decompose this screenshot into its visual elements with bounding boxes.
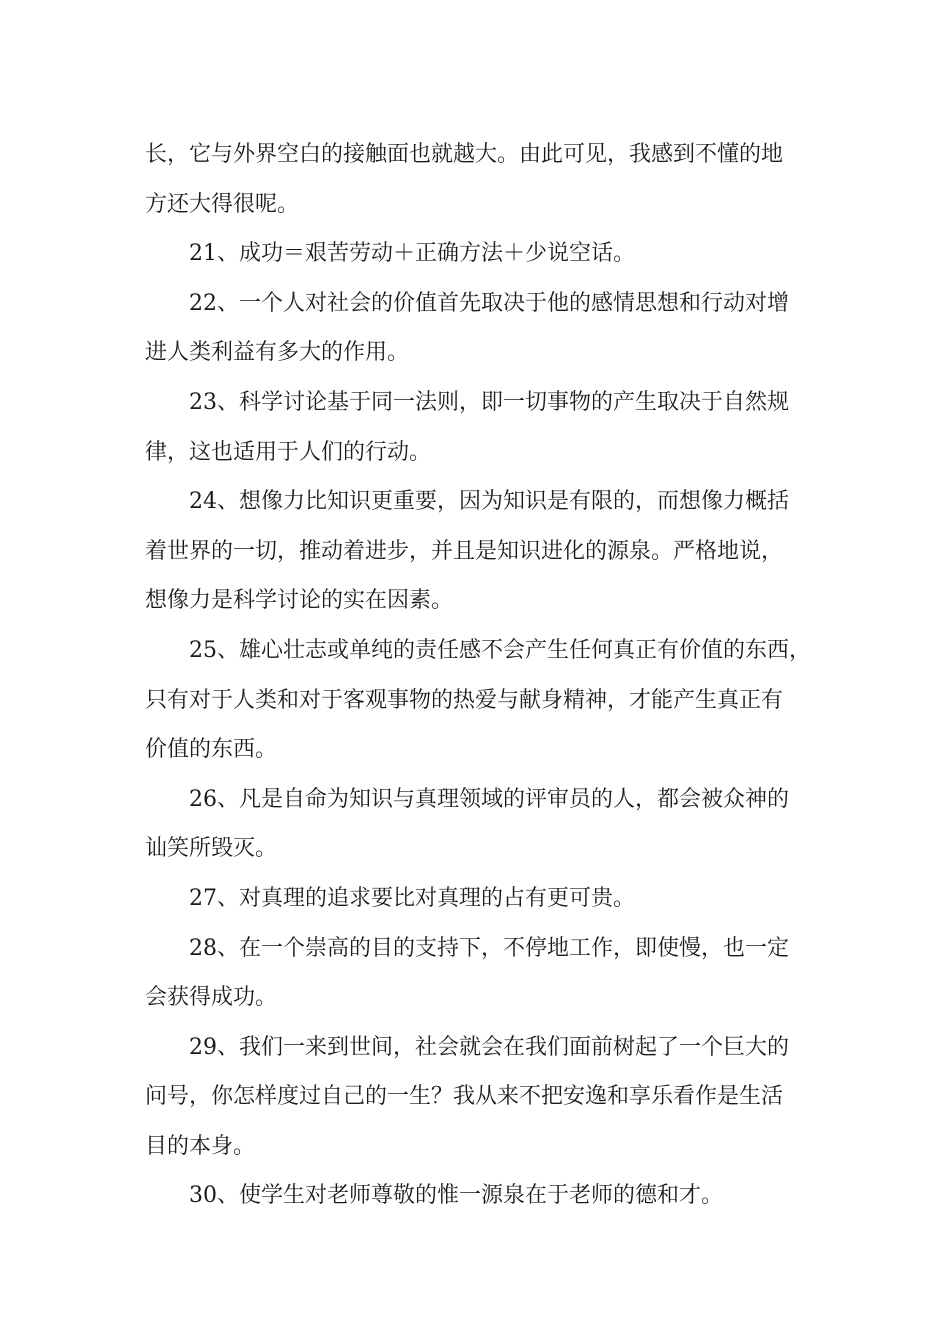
text-line: 想像力是科学讨论的实在因素。 [145,588,454,614]
text-line: 讪笑所毁灭。 [145,836,278,862]
quote-27: 27、对真理的追求要比对真理的占有更可贵。 [189,885,635,911]
quote-26: 26、凡是自命为知识与真理领域的评审员的人，都会被众神的 [189,786,789,812]
text-line: 目的本身。 [145,1133,256,1159]
quote-22: 22、一个人对社会的价值首先取决于他的感情思想和行动对增 [189,290,789,316]
quote-29: 29、我们一来到世间，社会就会在我们面前树起了一个巨大的 [189,1034,789,1060]
text-line: 只有对于人类和对于客观事物的热爱与献身精神，才能产生真正有 [145,687,784,713]
quote-24: 24、想像力比知识更重要，因为知识是有限的，而想像力概括 [189,489,789,515]
text-line: 律，这也适用于人们的行动。 [145,439,432,465]
text-line: 会获得成功。 [145,985,278,1011]
quote-30: 30、使学生对老师尊敬的惟一源泉在于老师的德和才。 [189,1183,723,1209]
quote-21: 21、成功＝艰苦劳动＋正确方法＋少说空话。 [189,241,635,267]
text-line: 问号，你怎样度过自己的一生？我从来不把安逸和享乐看作是生活 [145,1084,784,1110]
quote-23: 23、科学讨论基于同一法则，即一切事物的产生取决于自然规 [189,389,789,415]
text-line: 方还大得很呢。 [145,191,300,217]
text-line: 着世界的一切，推动着进步，并且是知识进化的源泉。严格地说， [145,538,784,564]
text-line: 价值的东西。 [145,737,278,763]
quote-28: 28、在一个崇高的目的支持下，不停地工作，即使慢，也一定 [189,935,789,961]
body-text [145,130,810,1221]
quote-25: 25、雄心壮志或单纯的责任感不会产生任何真正有价值的东西， [189,637,811,663]
text-line: 进人类利益有多大的作用。 [145,340,410,366]
text-line: 长，它与外界空白的接触面也就越大。由此可见，我感到不懂的地 [145,142,784,167]
